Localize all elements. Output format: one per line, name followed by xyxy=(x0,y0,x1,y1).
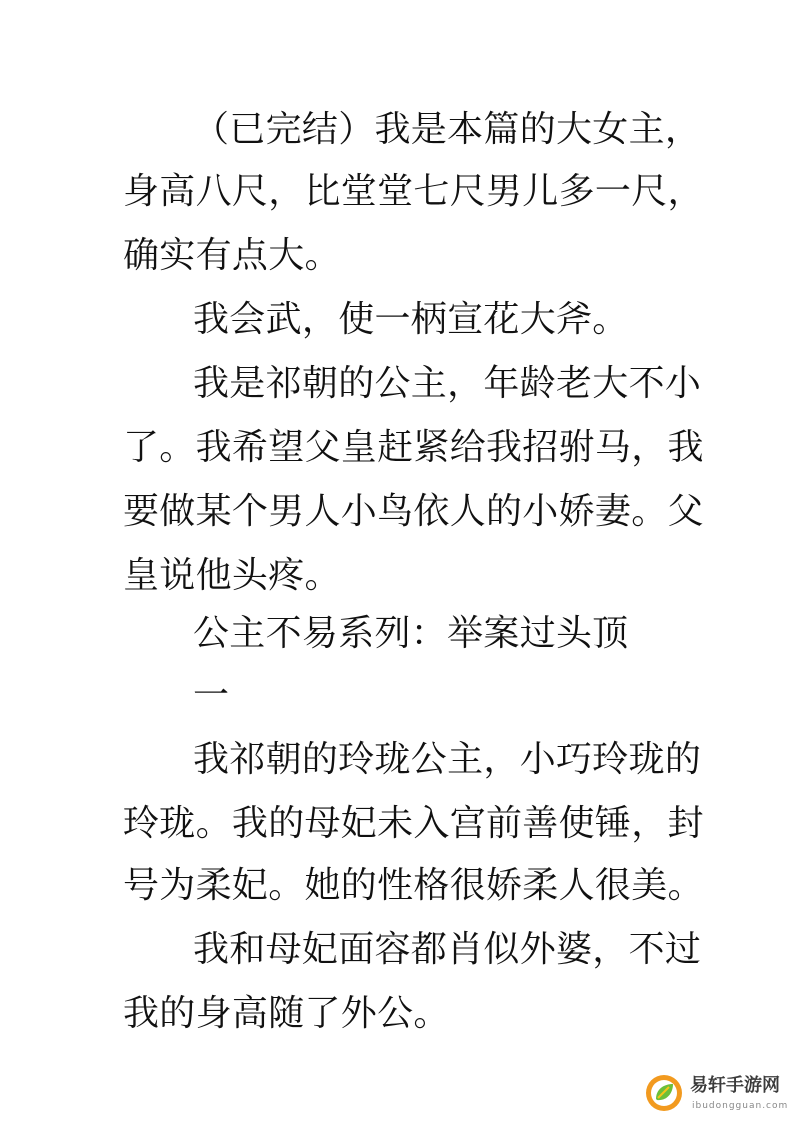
text-line: 我是祁朝的公主，年龄老大不小 xyxy=(193,363,702,404)
chapter-number: 一 xyxy=(193,675,230,716)
series-title-line: 公主不易系列：举案过头顶 xyxy=(193,613,629,654)
text-line: 皇说他头疼。 xyxy=(123,555,341,596)
text-line: 我祁朝的玲珑公主，小巧玲珑的 xyxy=(193,739,702,780)
text-line: 我和母妃面容都肖似外婆，不过 xyxy=(193,929,702,970)
text-line: 号为柔妃。她的性格很娇柔人很美。 xyxy=(123,865,704,906)
text-line: （已完结）我是本篇的大女主， xyxy=(193,109,702,150)
text-line: 身高八尺，比堂堂七尺男儿多一尺， xyxy=(123,171,704,212)
text-line: 确实有点大。 xyxy=(123,235,341,276)
text-line: 我会武，使一柄宣花大斧。 xyxy=(193,299,629,340)
text-line: 了。我希望父皇赶紧给我招驸马，我 xyxy=(123,427,704,468)
text-line: 玲珑。我的母妃未入宫前善使锤，封 xyxy=(123,803,704,844)
text-line: 要做某个男人小鸟依人的小娇妻。父 xyxy=(123,491,704,532)
leaf-logo-icon xyxy=(644,1073,684,1113)
watermark-domain: ibudongguan.com xyxy=(692,1101,789,1111)
watermark-site-name: 易轩手游网 xyxy=(690,1075,780,1096)
site-watermark xyxy=(640,1067,790,1123)
text-line: 我的身高随了外公。 xyxy=(123,993,450,1034)
